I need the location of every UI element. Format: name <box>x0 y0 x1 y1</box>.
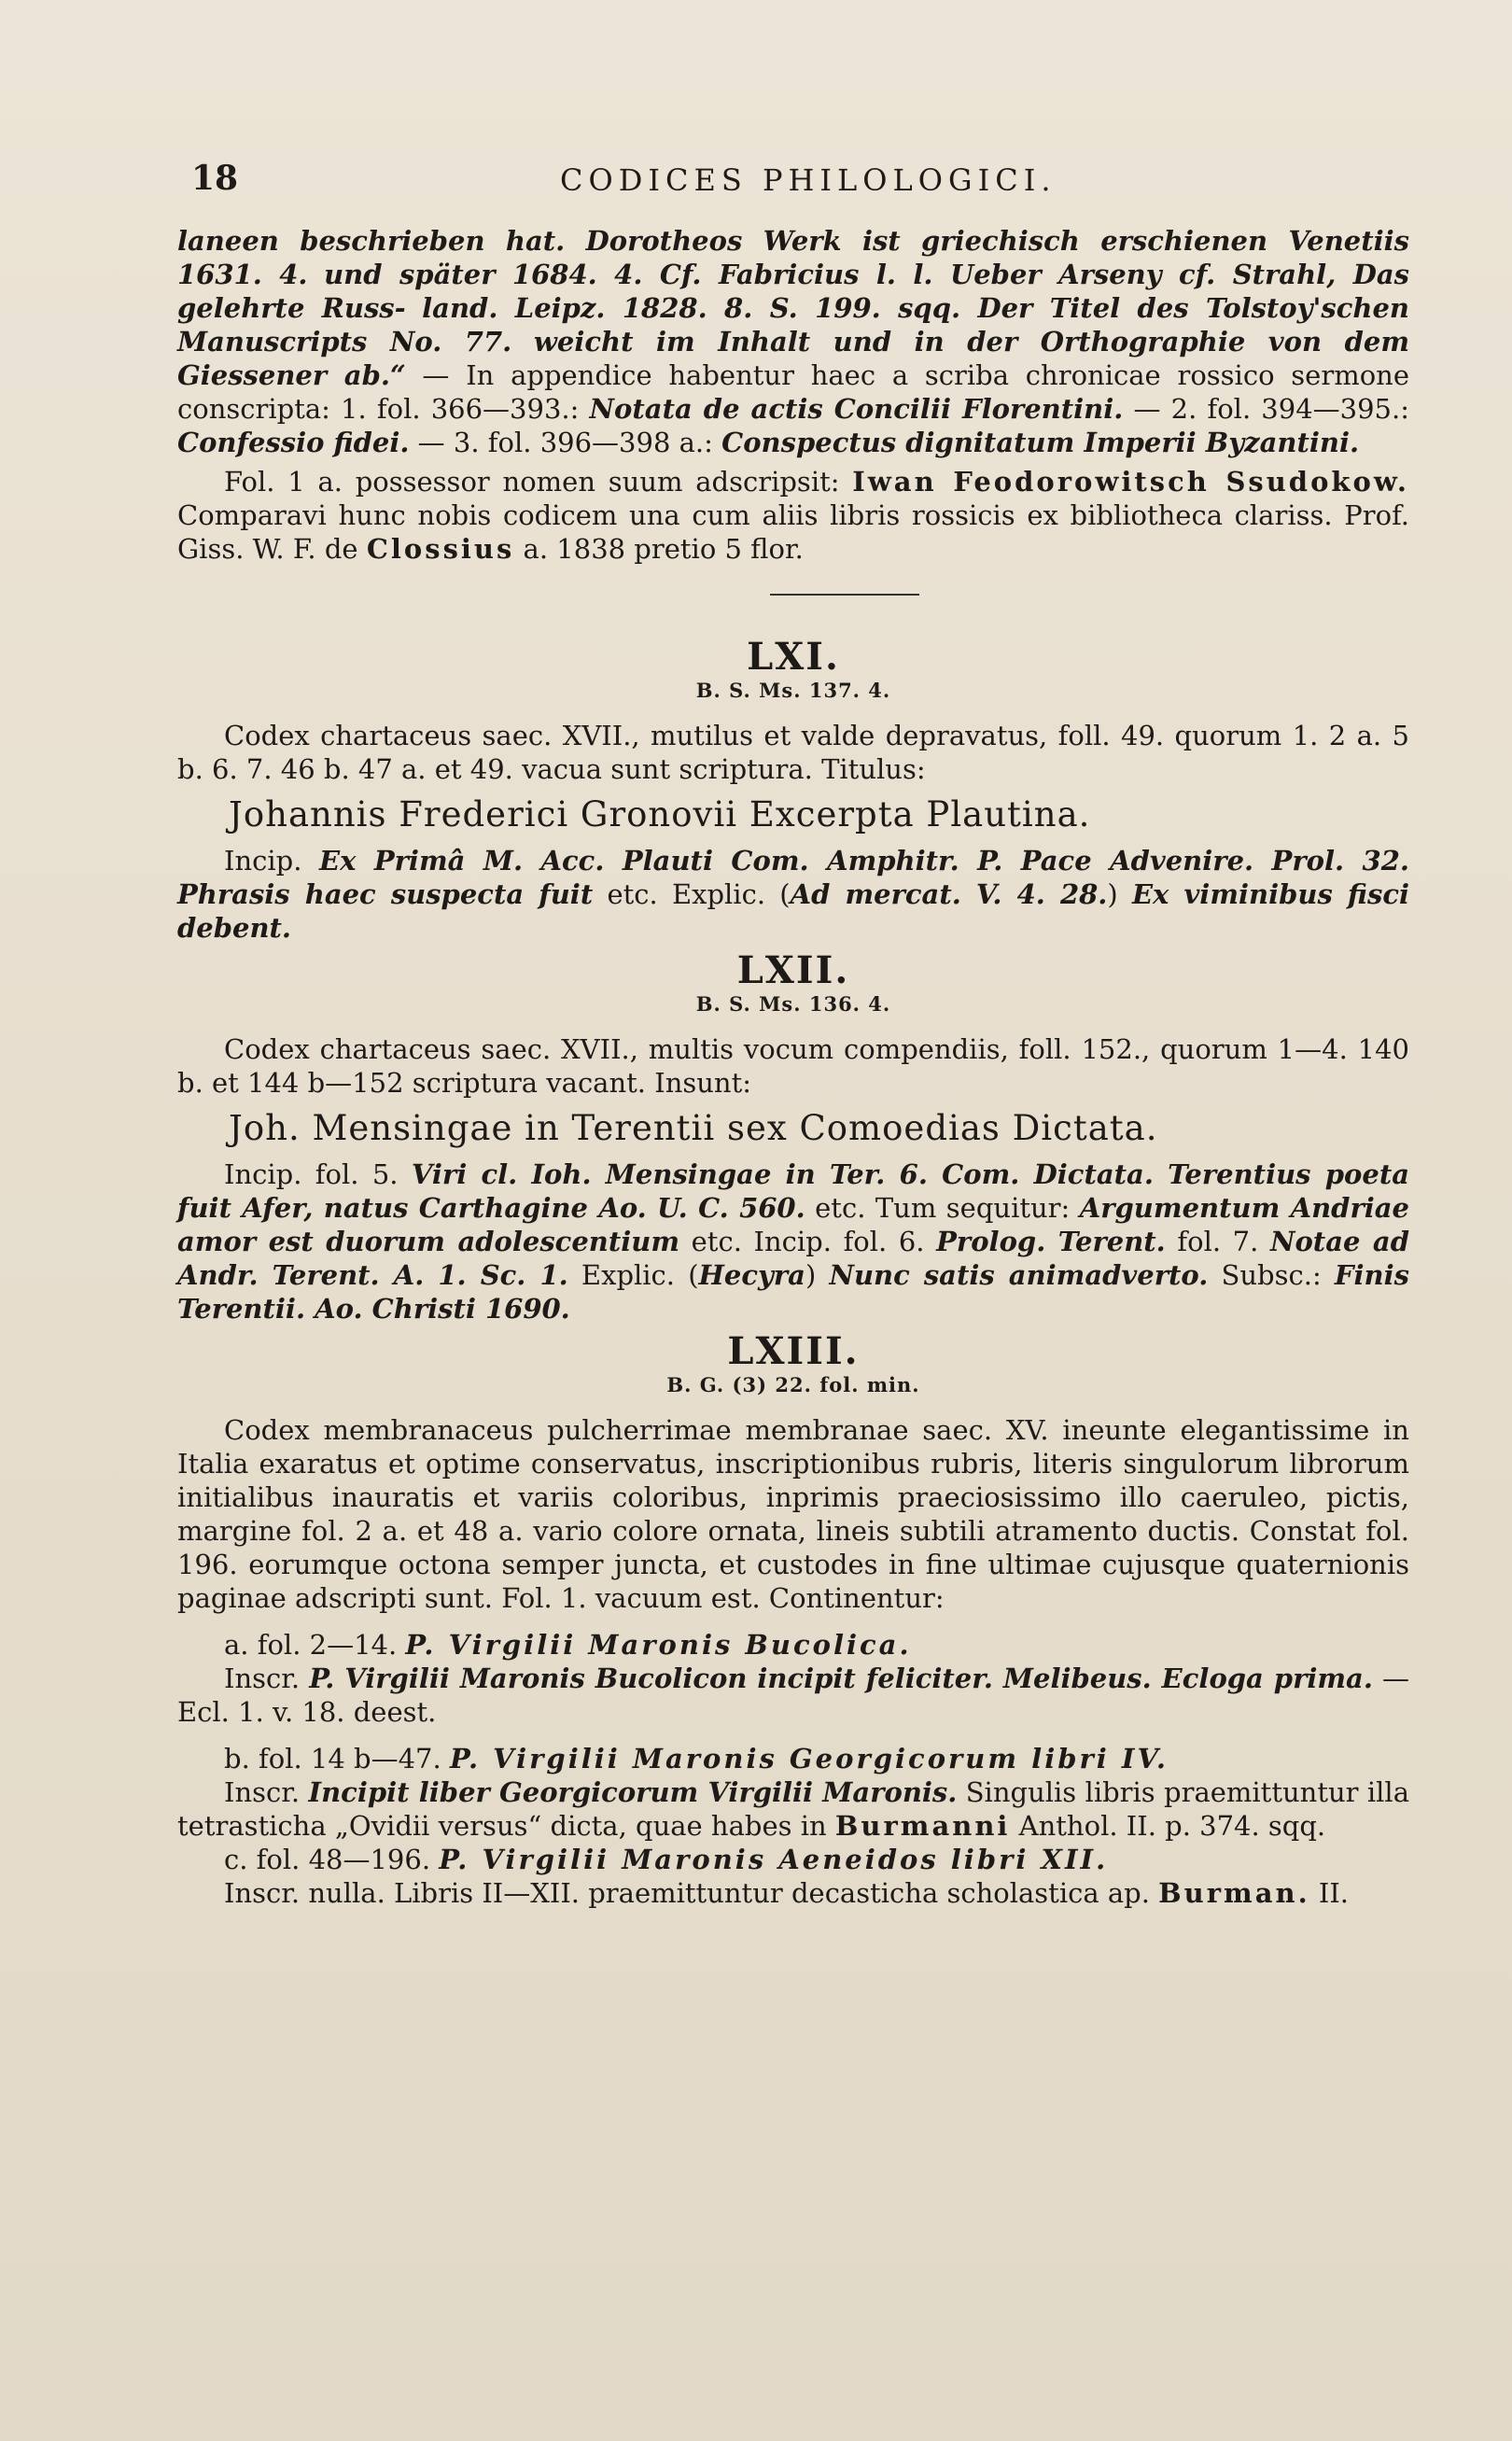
section-number-lxiii: LXIII. <box>727 1329 860 1373</box>
section-divider <box>177 566 1409 631</box>
page-header <box>191 159 1391 205</box>
incipit-lxi: Incip. Ex Primâ M. Acc. Plauti Com. Amphitr. P. Pace Advenire. Prol. 32. Phrasis haec suspecta fuit etc. Explic. (Ad mercat. V. 4. 28.) Ex viminibus fisci debent. <box>177 845 1409 944</box>
section-number-lxi: LXI. <box>747 635 840 679</box>
work-title-lxi: Johannis Frederici Gronovii Excerpta Plautina. <box>229 794 1091 835</box>
shelfmark-lxiii: B. G. (3) 22. fol. min. <box>666 1373 920 1396</box>
work-title-lxii: Joh. Mensingae in Terentii sex Comoedias Dictata. <box>229 1108 1158 1148</box>
shelfmark-lxii: B. S. Ms. 136. 4. <box>695 992 891 1016</box>
content-item-c: c. fol. 48—196. P. Virgilii Maronis Aeneidos libri XII. <box>224 1844 1109 1875</box>
codex-description-lxi: Codex chartaceus saec. XVII., mutilus et valde depravatus, foll. 49. quorum 1. 2 a. 5 b. 6. 7. 46 b. 47 a. et 49. vacua sunt scriptura. Titulus: <box>177 720 1409 785</box>
possessor-paragraph: Fol. 1 a. possessor nomen suum adscripsit: Iwan Feodorowitsch Ssudokow. Comparavi hunc nobis codicem una cum aliis libris rossicis ex bibliotheca clariss. Prof. Giss. W. F. de Clossius a. 1838 pretio 5 flor. <box>177 466 1409 565</box>
inscription-a: Inscr. P. Virgilii Maronis Bucolicon incipit feliciter. Melibeus. Ecloga prima. — Ecl. 1. v. 18. deest. <box>177 1662 1409 1728</box>
inscription-b: Inscr. Incipit liber Georgicorum Virgilii Maronis. Singulis libris praemittuntur illa tetrasticha „Ovidii versus“ dicta, quae habes in Burmanni Anthol. II. p. 374. sqq. <box>177 1776 1410 1842</box>
codex-description-lxii: Codex chartaceus saec. XVII., multis vocum compendiis, foll. 152., quorum 1—4. 140 b. et 144 b—152 scriptura vacant. Insunt: <box>177 1033 1409 1099</box>
content-item-a: a. fol. 2—14. P. Virgilii Maronis Bucolica. <box>224 1629 912 1661</box>
shelfmark-lxi: B. S. Ms. 137. 4. <box>695 679 891 702</box>
inscription-c: Inscr. nulla. Libris II—XII. praemittuntur decasticha scholastica ap. Burman. II. <box>224 1877 1350 1909</box>
section-number-lxii: LXII. <box>736 948 850 992</box>
running-title: CODICES PHILOLOGICI. <box>560 162 1057 198</box>
incipit-lxii: Incip. fol. 5. Viri cl. Ioh. Mensingae in Ter. 6. Com. Dictata. Terentius poeta fuit Afer, natus Carthagine Ao. U. C. 560. etc. Tum sequitur: Argumentum Andriae amor est duorum adolescentium etc. Incip. fol. 6. Prolog. Terent. fol. 7. Notae ad Andr. Terent. A. 1. Sc. 1. Explic. (Hecyra) Nunc satis animadverto. Subsc.: Finis Terentii. Ao. Christi 1690. <box>177 1158 1409 1325</box>
page-number: 18 <box>191 159 239 198</box>
page-content <box>177 224 1409 1910</box>
continuation-paragraph: laneen beschrieben hat. Dorotheos Werk ist griechisch erschienen Venetiis 1631. 4. und später 1684. 4. Cf. Fabricius l. l. Ueber Arseny cf. Strahl, Das gelehrte Russ- land. Leipz. 1828. 8. S. 199. sqq. Der Titel des Tolstoy'schen Manuscripts No. 77. weicht im Inhalt und in der Orthographie von dem Giessener ab.“ — In appendice habentur haec a scriba chronicae rossico sermone conscripta: 1. fol. 366—393.: Notata de actis Concilii Florentini. — 2. fol. 394—395.: Confessio fidei. — 3. fol. 396—398 a.: Conspectus dignitatum Imperii Byzantini. <box>177 225 1410 458</box>
codex-description-lxiii: Codex membranaceus pulcherrimae membranae saec. XV. ineunte elegantissime in Italia exaratus et optime conservatus, inscriptionibus rubris, literis singulorum librorum initialibus inauratis et variis coloribus, inprimis praeciosissimo illo caeruleo, pictis, margine fol. 2 a. et 48 a. vario colore ornata, lineis subtili atramento ductis. Constat fol. 196. eorumque octona semper juncta, et custodes in fine ultimae cujusque quaternionis paginae adscripti sunt. Fol. 1. vacuum est. Continentur: <box>177 1414 1409 1614</box>
content-item-b: b. fol. 14 b—47. P. Virgilii Maronis Georgicorum libri IV. <box>224 1743 1169 1775</box>
